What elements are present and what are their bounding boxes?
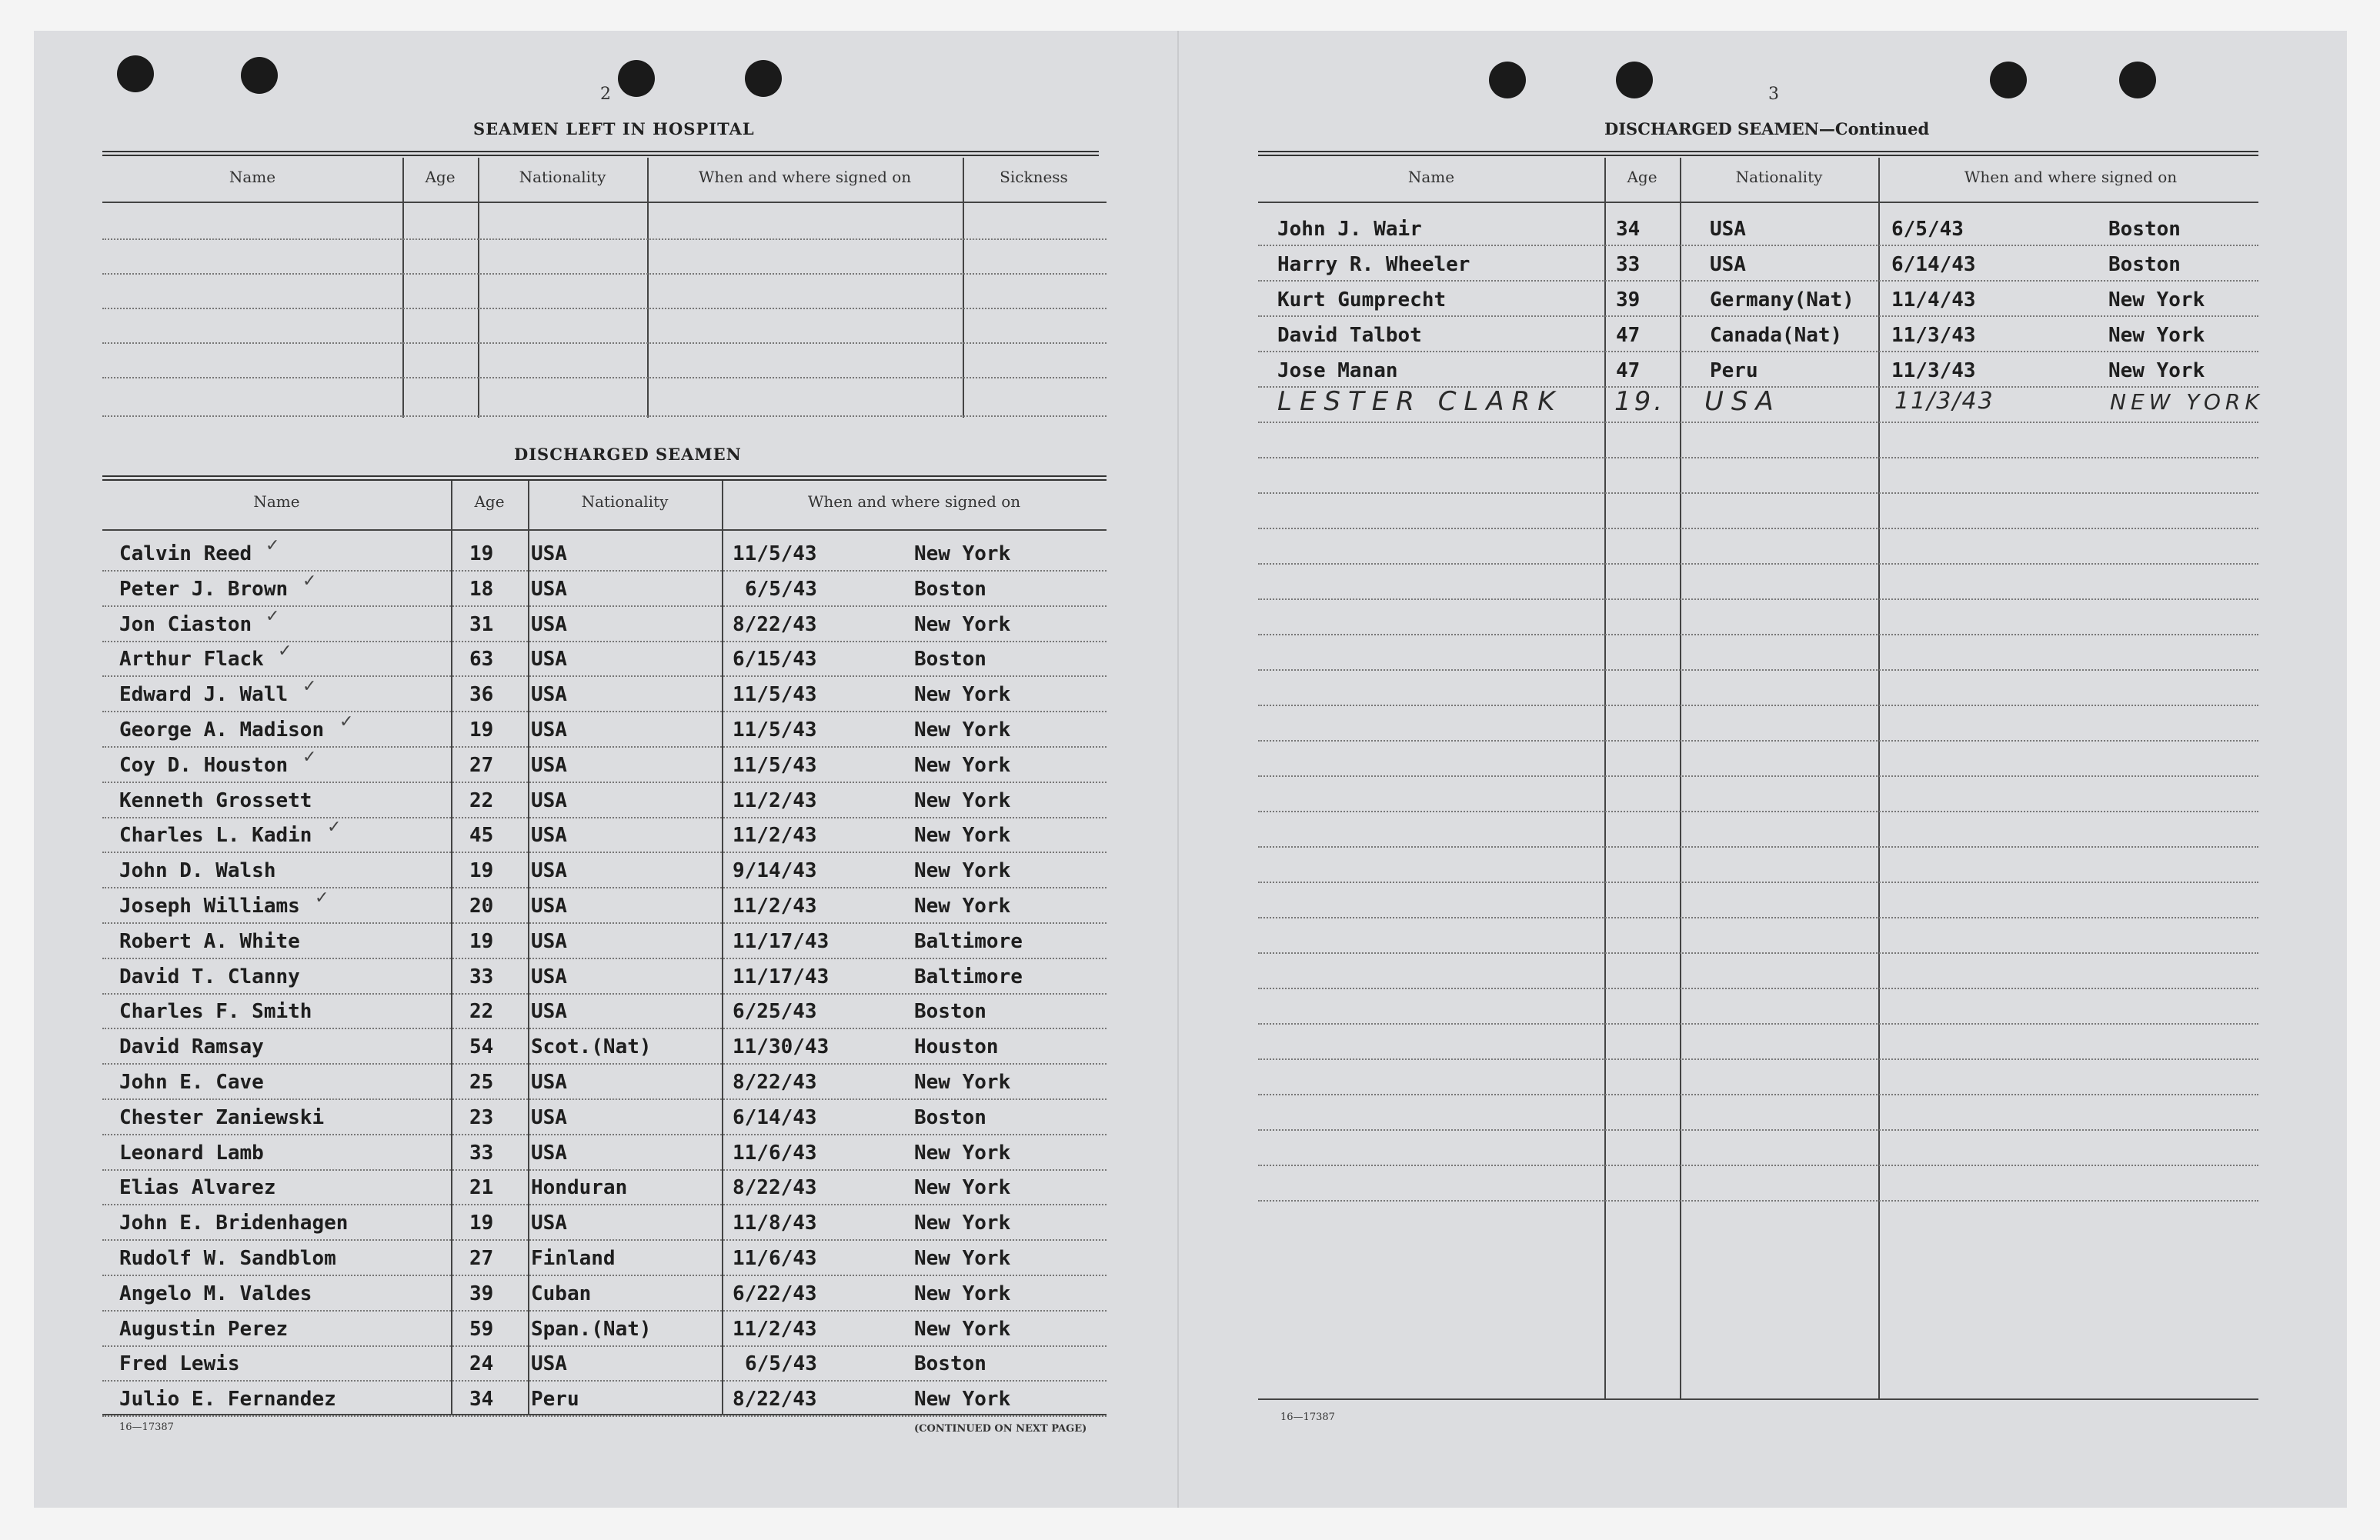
cell-date: 11/5/43	[733, 542, 817, 565]
continued-note: (CONTINUED ON NEXT PAGE)	[914, 1423, 1087, 1435]
cell-age: 19	[469, 859, 494, 882]
row-rule	[1258, 811, 2258, 812]
check-mark: ✓	[302, 677, 317, 696]
row-rule	[1258, 740, 2258, 742]
col-header-age: Age	[474, 492, 505, 511]
cell-place: Boston	[2108, 218, 2181, 241]
binder-hole	[745, 60, 782, 97]
cell-nationality: USA	[531, 965, 567, 988]
cell-age: 19	[469, 718, 494, 742]
cell-age: 25	[469, 1071, 494, 1094]
cell-age: 47	[1616, 359, 1641, 382]
row-rule	[102, 1239, 1107, 1241]
handwritten-name: LESTER CLARK	[1277, 386, 1563, 417]
col-header-name: Name	[229, 168, 276, 186]
cell-nationality: USA	[531, 1352, 567, 1375]
row-rule	[102, 1204, 1107, 1205]
col-header-age: Age	[425, 168, 456, 186]
handwritten-date: 11/3/43	[1894, 388, 1994, 415]
cell-place: Boston	[914, 1106, 986, 1129]
binder-hole	[1489, 62, 1526, 98]
cell-age: 39	[469, 1282, 494, 1305]
cell-nationality: USA	[531, 578, 567, 601]
cell-date: 11/6/43	[733, 1142, 817, 1165]
page-number: 3	[1768, 85, 1779, 104]
row-rule	[102, 377, 1107, 378]
cell-name: Joseph Williams	[119, 895, 300, 918]
col-divider	[963, 158, 964, 418]
row-rule	[1258, 563, 2258, 565]
row-rule	[102, 887, 1107, 888]
row-rule	[102, 1415, 1107, 1417]
cell-age: 34	[1616, 218, 1641, 241]
cell-name: Chester Zaniewski	[119, 1106, 325, 1129]
cell-age: 59	[469, 1318, 494, 1341]
col-header-nationality: Nationality	[519, 168, 606, 186]
cell-age: 31	[469, 613, 494, 636]
cell-nationality: Finland	[531, 1247, 616, 1270]
cell-place: New York	[914, 1282, 1011, 1305]
cell-age: 19	[469, 1212, 494, 1235]
row-rule	[1258, 846, 2258, 848]
col-divider	[478, 158, 479, 418]
row-rule	[102, 1345, 1107, 1347]
cell-nationality: Span.(Nat)	[531, 1318, 652, 1341]
discharged-title: DISCHARGED SEAMEN	[514, 445, 742, 464]
cell-nationality: USA	[531, 789, 567, 812]
cell-nationality: Peru	[531, 1388, 579, 1411]
cell-nationality: Scot.(Nat)	[531, 1035, 652, 1058]
check-mark: ✓	[265, 536, 280, 555]
cell-nationality: USA	[1710, 253, 1746, 276]
cell-date: 11/2/43	[733, 824, 817, 847]
cell-name: Kurt Gumprecht	[1277, 288, 1447, 312]
cell-name: John E. Bridenhagen	[119, 1212, 349, 1235]
row-rule	[102, 1169, 1107, 1171]
cell-place: New York	[914, 1318, 1011, 1341]
row-rule	[102, 711, 1107, 712]
cell-name: Leonard Lamb	[119, 1142, 264, 1165]
row-rule	[102, 641, 1107, 642]
cell-date: 11/17/43	[733, 930, 829, 953]
row-rule	[1258, 315, 2258, 317]
cell-place: New York	[2108, 288, 2205, 312]
cell-date: 11/2/43	[733, 789, 817, 812]
col-header-age: Age	[1627, 168, 1657, 186]
col-header-signed-on: When and where signed on	[807, 492, 1021, 511]
cell-name: Edward J. Wall	[119, 683, 289, 706]
cell-nationality: USA	[531, 859, 567, 882]
row-rule	[102, 415, 1107, 417]
header-rule	[102, 529, 1107, 531]
binder-hole	[241, 57, 278, 94]
cell-date: 11/5/43	[733, 683, 817, 706]
header-rule	[102, 202, 1107, 203]
cell-nationality: Cuban	[531, 1282, 592, 1305]
cell-place: New York	[914, 789, 1011, 812]
hospital-title: SEAMEN LEFT IN HOSPITAL	[473, 119, 755, 138]
header-rule	[1258, 202, 2258, 203]
cell-name: Robert A. White	[119, 930, 300, 953]
cell-place: New York	[914, 613, 1011, 636]
row-rule	[1258, 705, 2258, 706]
cell-age: 33	[469, 965, 494, 988]
cell-date: 11/2/43	[733, 895, 817, 918]
cell-date: 11/6/43	[733, 1247, 817, 1270]
cell-age: 27	[469, 754, 494, 777]
cell-name: Elias Alvarez	[119, 1176, 276, 1199]
row-rule	[102, 308, 1107, 309]
cell-nationality: Germany(Nat)	[1710, 288, 1854, 312]
row-rule	[102, 1275, 1107, 1276]
cell-place: New York	[914, 1247, 1011, 1270]
check-mark: ✓	[302, 572, 317, 591]
cell-date: 11/17/43	[733, 965, 829, 988]
row-rule	[1258, 1094, 2258, 1095]
row-rule	[102, 782, 1107, 783]
cell-name: George A. Madison	[119, 718, 325, 742]
col-header-nationality: Nationality	[1735, 168, 1823, 186]
cell-place: New York	[914, 1176, 1011, 1199]
col-header-name: Name	[1407, 168, 1455, 186]
handwritten-age: 19.	[1614, 386, 1666, 417]
row-rule	[1258, 1165, 2258, 1166]
handwritten-nationality: USA	[1704, 386, 1781, 417]
cell-date: 9/14/43	[733, 859, 817, 882]
cell-name: Harry R. Wheeler	[1277, 253, 1470, 276]
cell-place: New York	[914, 1212, 1011, 1235]
cell-date: 11/5/43	[733, 718, 817, 742]
cell-age: 24	[469, 1352, 494, 1375]
cell-name: Julio E. Fernandez	[119, 1388, 336, 1411]
row-rule	[102, 675, 1107, 677]
cell-date: 6/22/43	[733, 1282, 817, 1305]
cell-date: 6/5/43	[1891, 218, 1964, 241]
cell-place: Baltimore	[914, 930, 1023, 953]
cell-place: Houston	[914, 1035, 999, 1058]
row-rule	[102, 1380, 1107, 1382]
cell-place: New York	[914, 824, 1011, 847]
cell-age: 20	[469, 895, 494, 918]
row-rule	[102, 238, 1107, 240]
cell-date: 8/22/43	[733, 1176, 817, 1199]
cell-place: Boston	[914, 578, 986, 601]
cell-place: New York	[914, 895, 1011, 918]
cell-date: 6/5/43	[745, 578, 817, 601]
hospital-top-rule	[102, 151, 1099, 156]
cell-place: New York	[914, 859, 1011, 882]
cell-nationality: USA	[531, 930, 567, 953]
cell-age: 54	[469, 1035, 494, 1058]
cell-place: Boston	[914, 648, 986, 671]
row-rule	[102, 273, 1107, 275]
row-rule	[1258, 917, 2258, 918]
cell-nationality: USA	[531, 1212, 567, 1235]
continued-title: DISCHARGED SEAMEN—Continued	[1604, 119, 1930, 138]
col-header-name: Name	[253, 492, 300, 511]
cell-nationality: USA	[531, 1071, 567, 1094]
cell-name: Calvin Reed	[119, 542, 252, 565]
binder-hole	[618, 60, 655, 97]
row-rule	[1258, 1058, 2258, 1060]
cell-age: 22	[469, 789, 494, 812]
cell-name: Charles F. Smith	[119, 1000, 312, 1023]
cell-name: John D. Walsh	[119, 859, 276, 882]
cell-date: 11/4/43	[1891, 288, 1976, 312]
cell-nationality: Canada(Nat)	[1710, 324, 1843, 347]
cell-age: 27	[469, 1247, 494, 1270]
row-rule	[102, 1310, 1107, 1312]
row-rule	[102, 958, 1107, 959]
binder-hole	[1990, 62, 2027, 98]
cell-age: 33	[469, 1142, 494, 1165]
row-rule	[1258, 952, 2258, 954]
row-rule	[102, 1028, 1107, 1029]
cell-name: Fred Lewis	[119, 1352, 240, 1375]
check-mark: ✓	[327, 818, 342, 837]
cell-date: 11/5/43	[733, 754, 817, 777]
cell-nationality: USA	[531, 895, 567, 918]
check-mark: ✓	[315, 888, 329, 908]
cell-name: Peter J. Brown	[119, 578, 289, 601]
row-rule	[1258, 422, 2258, 423]
cell-date: 11/8/43	[733, 1212, 817, 1235]
cell-name: David Talbot	[1277, 324, 1422, 347]
row-rule	[1258, 669, 2258, 671]
bottom-rule	[102, 1414, 1107, 1415]
row-rule	[1258, 882, 2258, 883]
cell-name: Jon Ciaston	[119, 613, 252, 636]
col-divider	[647, 158, 649, 418]
col-header-nationality: Nationality	[581, 492, 669, 511]
row-rule	[1258, 351, 2258, 352]
cell-age: 21	[469, 1176, 494, 1199]
handwritten-place: NEW YORK	[2110, 389, 2264, 415]
cell-name: Jose Manan	[1277, 359, 1398, 382]
row-rule	[102, 852, 1107, 853]
cell-age: 34	[469, 1388, 494, 1411]
cell-name: Coy D. Houston	[119, 754, 289, 777]
col-divider	[402, 158, 404, 418]
cell-place: Boston	[914, 1352, 986, 1375]
cell-nationality: USA	[531, 718, 567, 742]
row-rule	[1258, 598, 2258, 600]
row-rule	[102, 746, 1107, 748]
row-rule	[1258, 1129, 2258, 1131]
cell-place: Baltimore	[914, 965, 1023, 988]
cell-name: Rudolf W. Sandblom	[119, 1247, 336, 1270]
cell-nationality: USA	[531, 613, 567, 636]
row-rule	[102, 922, 1107, 924]
check-mark: ✓	[265, 607, 280, 626]
col-header-signed-on: When and where signed on	[1964, 168, 2178, 186]
row-rule	[102, 342, 1107, 344]
cell-age: 19	[469, 930, 494, 953]
cell-place: Boston	[914, 1000, 986, 1023]
cell-nationality: Peru	[1710, 359, 1758, 382]
cell-place: New York	[914, 754, 1011, 777]
cell-date: 6/15/43	[733, 648, 817, 671]
row-rule	[1258, 775, 2258, 777]
cell-place: New York	[914, 683, 1011, 706]
check-mark: ✓	[339, 712, 354, 732]
cell-age: 63	[469, 648, 494, 671]
row-rule	[1258, 1200, 2258, 1202]
col-divider	[1878, 158, 1880, 1400]
row-rule	[102, 570, 1107, 572]
cell-nationality: USA	[531, 542, 567, 565]
cell-nationality: USA	[1710, 218, 1746, 241]
cell-date: 8/22/43	[733, 1071, 817, 1094]
cell-age: 45	[469, 824, 494, 847]
row-rule	[102, 1134, 1107, 1135]
cell-date: 6/14/43	[1891, 253, 1976, 276]
cell-name: David Ramsay	[119, 1035, 264, 1058]
cell-date: 11/30/43	[733, 1035, 829, 1058]
cell-nationality: USA	[531, 648, 567, 671]
cell-name: Charles L. Kadin	[119, 824, 312, 847]
cell-date: 8/22/43	[733, 613, 817, 636]
binder-hole	[117, 55, 154, 92]
form-number: 16—17387	[1280, 1412, 1335, 1423]
col-header-signed-on: When and where signed on	[698, 168, 912, 186]
row-rule	[102, 817, 1107, 818]
cell-name: David T. Clanny	[119, 965, 300, 988]
binder-hole	[2119, 62, 2156, 98]
binder-hole	[1616, 62, 1653, 98]
cell-place: New York	[914, 1071, 1011, 1094]
row-rule	[102, 1098, 1107, 1100]
cell-date: 6/25/43	[733, 1000, 817, 1023]
cell-name: Augustin Perez	[119, 1318, 289, 1341]
cell-place: New York	[914, 542, 1011, 565]
cell-date: 11/3/43	[1891, 324, 1976, 347]
check-mark: ✓	[302, 748, 317, 767]
cell-nationality: USA	[531, 1142, 567, 1165]
cell-place: New York	[2108, 359, 2205, 382]
cell-date: 11/2/43	[733, 1318, 817, 1341]
cell-name: Arthur Flack	[119, 648, 264, 671]
cell-age: 23	[469, 1106, 494, 1129]
cell-nationality: USA	[531, 683, 567, 706]
page-fold	[1177, 31, 1179, 1508]
form-number: 16—17387	[119, 1422, 174, 1433]
cell-name: Kenneth Grossett	[119, 789, 312, 812]
cell-place: New York	[914, 1142, 1011, 1165]
cell-nationality: USA	[531, 1000, 567, 1023]
right-top-rule	[1258, 151, 2258, 156]
row-rule	[1258, 280, 2258, 282]
row-rule	[1258, 1023, 2258, 1025]
cell-name: John J. Wair	[1277, 218, 1422, 241]
cell-place: Boston	[2108, 253, 2181, 276]
row-rule	[1258, 634, 2258, 635]
cell-place: New York	[914, 1388, 1011, 1411]
document-sheet	[34, 31, 2347, 1508]
row-rule	[102, 605, 1107, 607]
bottom-rule	[1258, 1398, 2258, 1400]
row-rule	[1258, 457, 2258, 458]
cell-name: Angelo M. Valdes	[119, 1282, 312, 1305]
cell-date: 6/14/43	[733, 1106, 817, 1129]
cell-date: 8/22/43	[733, 1388, 817, 1411]
col-divider	[1604, 158, 1606, 1400]
cell-date: 6/5/43	[745, 1352, 817, 1375]
cell-age: 33	[1616, 253, 1641, 276]
cell-nationality: USA	[531, 1106, 567, 1129]
cell-date: 11/3/43	[1891, 359, 1976, 382]
row-rule	[1258, 988, 2258, 989]
cell-name: John E. Cave	[119, 1071, 264, 1094]
col-header-sickness: Sickness	[1000, 168, 1068, 186]
cell-age: 19	[469, 542, 494, 565]
discharged-top-rule	[102, 475, 1107, 481]
row-rule	[1258, 245, 2258, 246]
row-rule	[1258, 492, 2258, 494]
check-mark: ✓	[278, 642, 292, 661]
cell-age: 36	[469, 683, 494, 706]
cell-place: New York	[914, 718, 1011, 742]
cell-age: 39	[1616, 288, 1641, 312]
cell-nationality: Honduran	[531, 1176, 628, 1199]
cell-nationality: USA	[531, 824, 567, 847]
row-rule	[1258, 528, 2258, 529]
row-rule	[102, 993, 1107, 995]
cell-age: 18	[469, 578, 494, 601]
cell-age: 47	[1616, 324, 1641, 347]
row-rule	[102, 1063, 1107, 1065]
cell-nationality: USA	[531, 754, 567, 777]
cell-age: 22	[469, 1000, 494, 1023]
cell-place: New York	[2108, 324, 2205, 347]
page-number: 2	[600, 85, 611, 104]
col-divider	[1680, 158, 1681, 1400]
